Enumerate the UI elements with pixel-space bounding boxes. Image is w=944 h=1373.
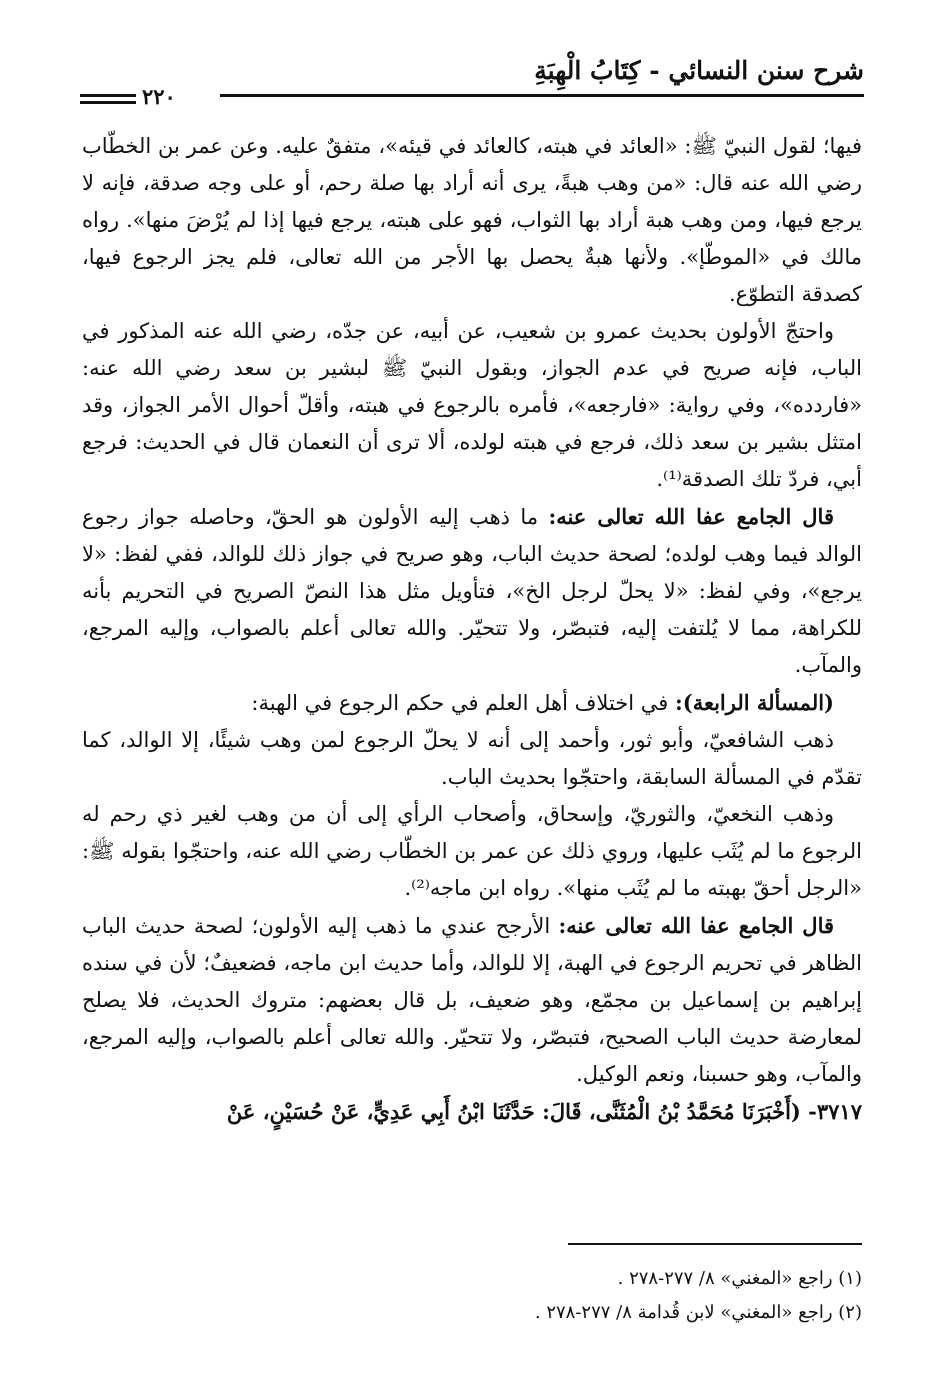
paragraph — [82, 498, 862, 684]
paragraph-lead: قال الجامع عفا الله تعالى عنه: — [548, 504, 834, 529]
paragraph — [82, 907, 862, 1093]
paragraph: واحتجّ الأولون بحديث عمرو بن شعيب، عن أبيه، عن جدّه، رضي الله عنه المذكور في الباب، فإنه صريح في عدم الجواز، وبقول النبيّ ﷺ لبشير بن سعد رضي الله عنه: «فاردده»، وفي رواية: «فارجعه»، فأمره بالرجوع في هبته، وأقلّ أحوال الأمر الجواز، وقد امتثل بشير بن سعد ذلك، فرجع في هبته لولده، ألا ترى أن النعمان قال في الحديث: فرجع أبي، فردّ تلك الصدقة⁽¹⁾. — [82, 319, 862, 491]
paragraph-lead: قال الجامع عفا الله تعالى عنه: — [558, 913, 835, 938]
page-number-rule — [80, 101, 136, 104]
page-number-rule — [80, 94, 136, 97]
header-rule — [220, 94, 864, 97]
paragraph: فيها؛ لقول النبيّ ﷺ: «العائد في هبته، كالعائد في قيئه»، متفقٌ عليه. وعن عمر بن الخطّاب رضي الله عنه قال: «من وهب هبةً، يرى أنه أراد بها صلة رحم، أو على وجه صدقة، فإنه لا يرجع فيها، ومن وهب هبة أراد بها الثواب، فهو على هبته، يرجع فيها إذا لم يُرْضَ منها». رواه مالك في «الموطّإ». ولأنها هبةٌ يحصل بها الأجر من الله تعالى، فلم يجز الرجوع فيها، كصدقة التطوّع. — [82, 134, 862, 306]
footnote: (١) راجع «المغني» ٨/ ٢٧٧-٢٧٨ . — [617, 1268, 862, 1289]
page-number: ٢٢٠ — [136, 84, 182, 109]
page-title: شرح سنن النسائي - كِتَابُ الْهِبَةِ — [534, 56, 864, 85]
paragraph: وذهب النخعيّ، والثوريّ، وإسحاق، وأصحاب الرأي إلى أن من وهب لغير ذي رحم له الرجوع ما لم يُثَب عليها، وروي ذلك عن عمر بن الخطّاب رضي الله عنه، واحتجّوا بقوله ﷺ: «الرجل أحقّ بهبته ما لم يُثَب منها». رواه ابن ماجه⁽²⁾. — [82, 802, 862, 900]
footnotes — [82, 1262, 862, 1330]
paragraph-text: في اختلاف أهل العلم في حكم الرجوع في الهبة: — [251, 691, 675, 715]
footnote: (٢) راجع «المغني» لابن قُدامة ٨/ ٢٧٧-٢٧٨ . — [534, 1302, 862, 1323]
footnote-rule — [568, 1243, 862, 1245]
page-header — [80, 56, 864, 112]
paragraph — [82, 684, 862, 722]
body-text — [82, 128, 862, 1130]
paragraph-text: الأرجح عندي ما ذهب إليه الأولون؛ لصحة حديث الباب الظاهر في تحريم الرجوع في الهبة، إلا للوالد، وأما حديث ابن ماجه، فضعيفٌ؛ لأن في سنده إبراهيم بن إسماعيل بن مجمّع، وهو ضعيف، بل قال بعضهم: متروك الحديث، فلا يصلح لمعارضة حديث الباب الصحيح، فتبصّر، ولا تتحيّر. والله تعالى أعلم بالصواب، وإليه المرجع، والمآب، وهو حسبنا، ونعم الوكيل. — [82, 914, 862, 1086]
paragraph: ذهب الشافعيّ، وأبو ثور، وأحمد إلى أنه لا يحلّ الرجوع لمن وهب شيئًا، إلا الوالد، كما تقدّم في المسألة السابقة، واحتجّوا بحديث الباب. — [82, 728, 862, 789]
paragraph-lead: (المسألة الرابعة): — [675, 690, 834, 715]
paragraph-text: ما ذهب إليه الأولون هو الحقّ، وحاصله جواز رجوع الوالد فيما وهب لولده؛ لصحة حديث الباب، وهو صريح في جواز ذلك للوالد، ففي لفظ: «لا يرجع»، وفي لفظ: «لا يحلّ لرجل الخ»، فتأويل مثل هذا النصّ الصريح في التحريم بأنه للكراهة، مما لا يُلتفت إليه، فتبصّر، ولا تتحيّر. والله تعالى أعلم بالصواب، وإليه المرجع، والمآب. — [82, 505, 862, 677]
hadith-line: ٣٧١٧- (أَخْبَرَنَا مُحَمَّدُ بْنُ الْمُثَنَّى، قَالَ: حَدَّثَنَا ابْنُ أَبِي عَدِيٍّ، عَنْ حُسَيْنٍ، عَنْ — [226, 1099, 862, 1124]
